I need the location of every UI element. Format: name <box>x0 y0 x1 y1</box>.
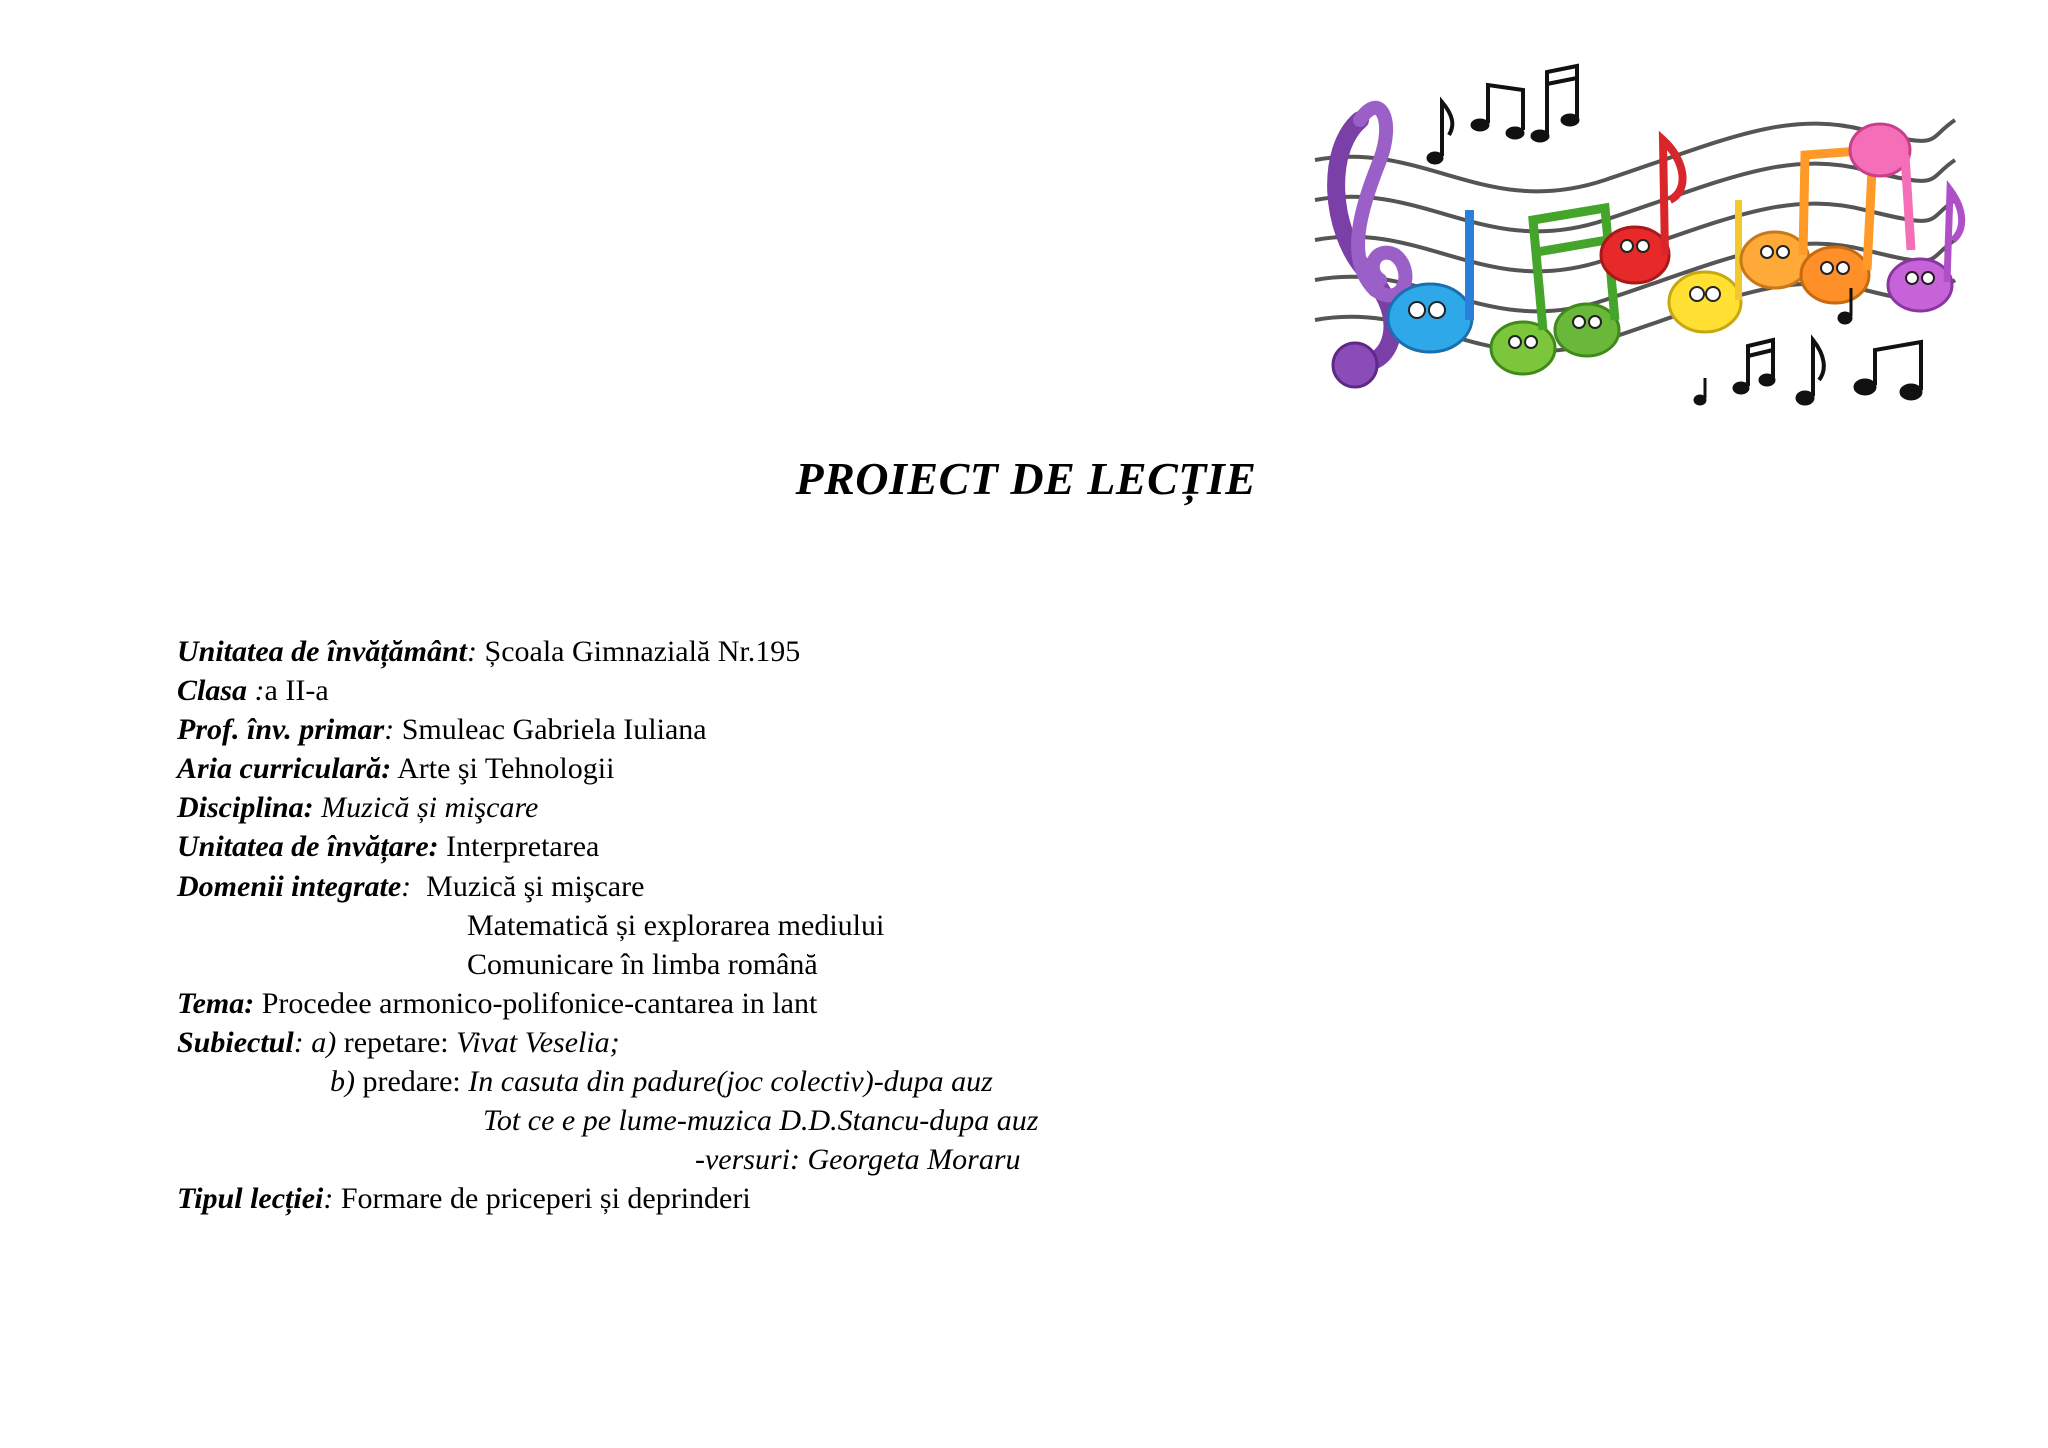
field-domenii-2: Matematică și explorarea mediului <box>467 908 885 942</box>
field-domenii-3: Comunicare în limba română <box>467 947 818 981</box>
field-subiectul: Subiectul: a) repetare: Vivat Veselia; <box>177 1025 620 1059</box>
lesson-details <box>177 632 1038 1218</box>
field-subiectul-b-lyrics: -versuri: Georgeta Moraru <box>695 1143 1021 1177</box>
field-tema: Tema: Procedee armonico-polifonice-cantarea in lant <box>177 986 818 1020</box>
field-subiectul-b-song2: Tot ce e pe lume-muzica D.D.Stancu-dupa auz <box>483 1104 1039 1138</box>
field-domenii: Domenii integrate: Muzică şi mişcare <box>177 869 645 903</box>
field-unitate-invatare: Unitatea de învățare: Interpretarea <box>177 830 600 864</box>
field-clasa: Clasa :a II-a <box>177 674 329 708</box>
music-notes-illustration <box>1305 30 1975 430</box>
field-subiectul-b: b) predare: In casuta din padure(joc colectiv)-dupa auz <box>330 1065 993 1099</box>
field-prof: Prof. înv. primar: Smuleac Gabriela Iuliana <box>177 713 707 747</box>
treble-clef-icon <box>1333 108 1405 387</box>
field-aria: Aria curriculară: Arte şi Tehnologii <box>177 752 615 786</box>
field-unitate: Unitatea de învățământ: Școala Gimnazială Nr.195 <box>177 635 801 668</box>
field-disciplina: Disciplina: Muzică și mişcare <box>177 791 539 825</box>
page-title: PROIECT DE LECȚIE <box>795 453 1257 504</box>
field-tipul: Tipul lecției: Formare de priceperi și deprinderi <box>177 1182 751 1216</box>
